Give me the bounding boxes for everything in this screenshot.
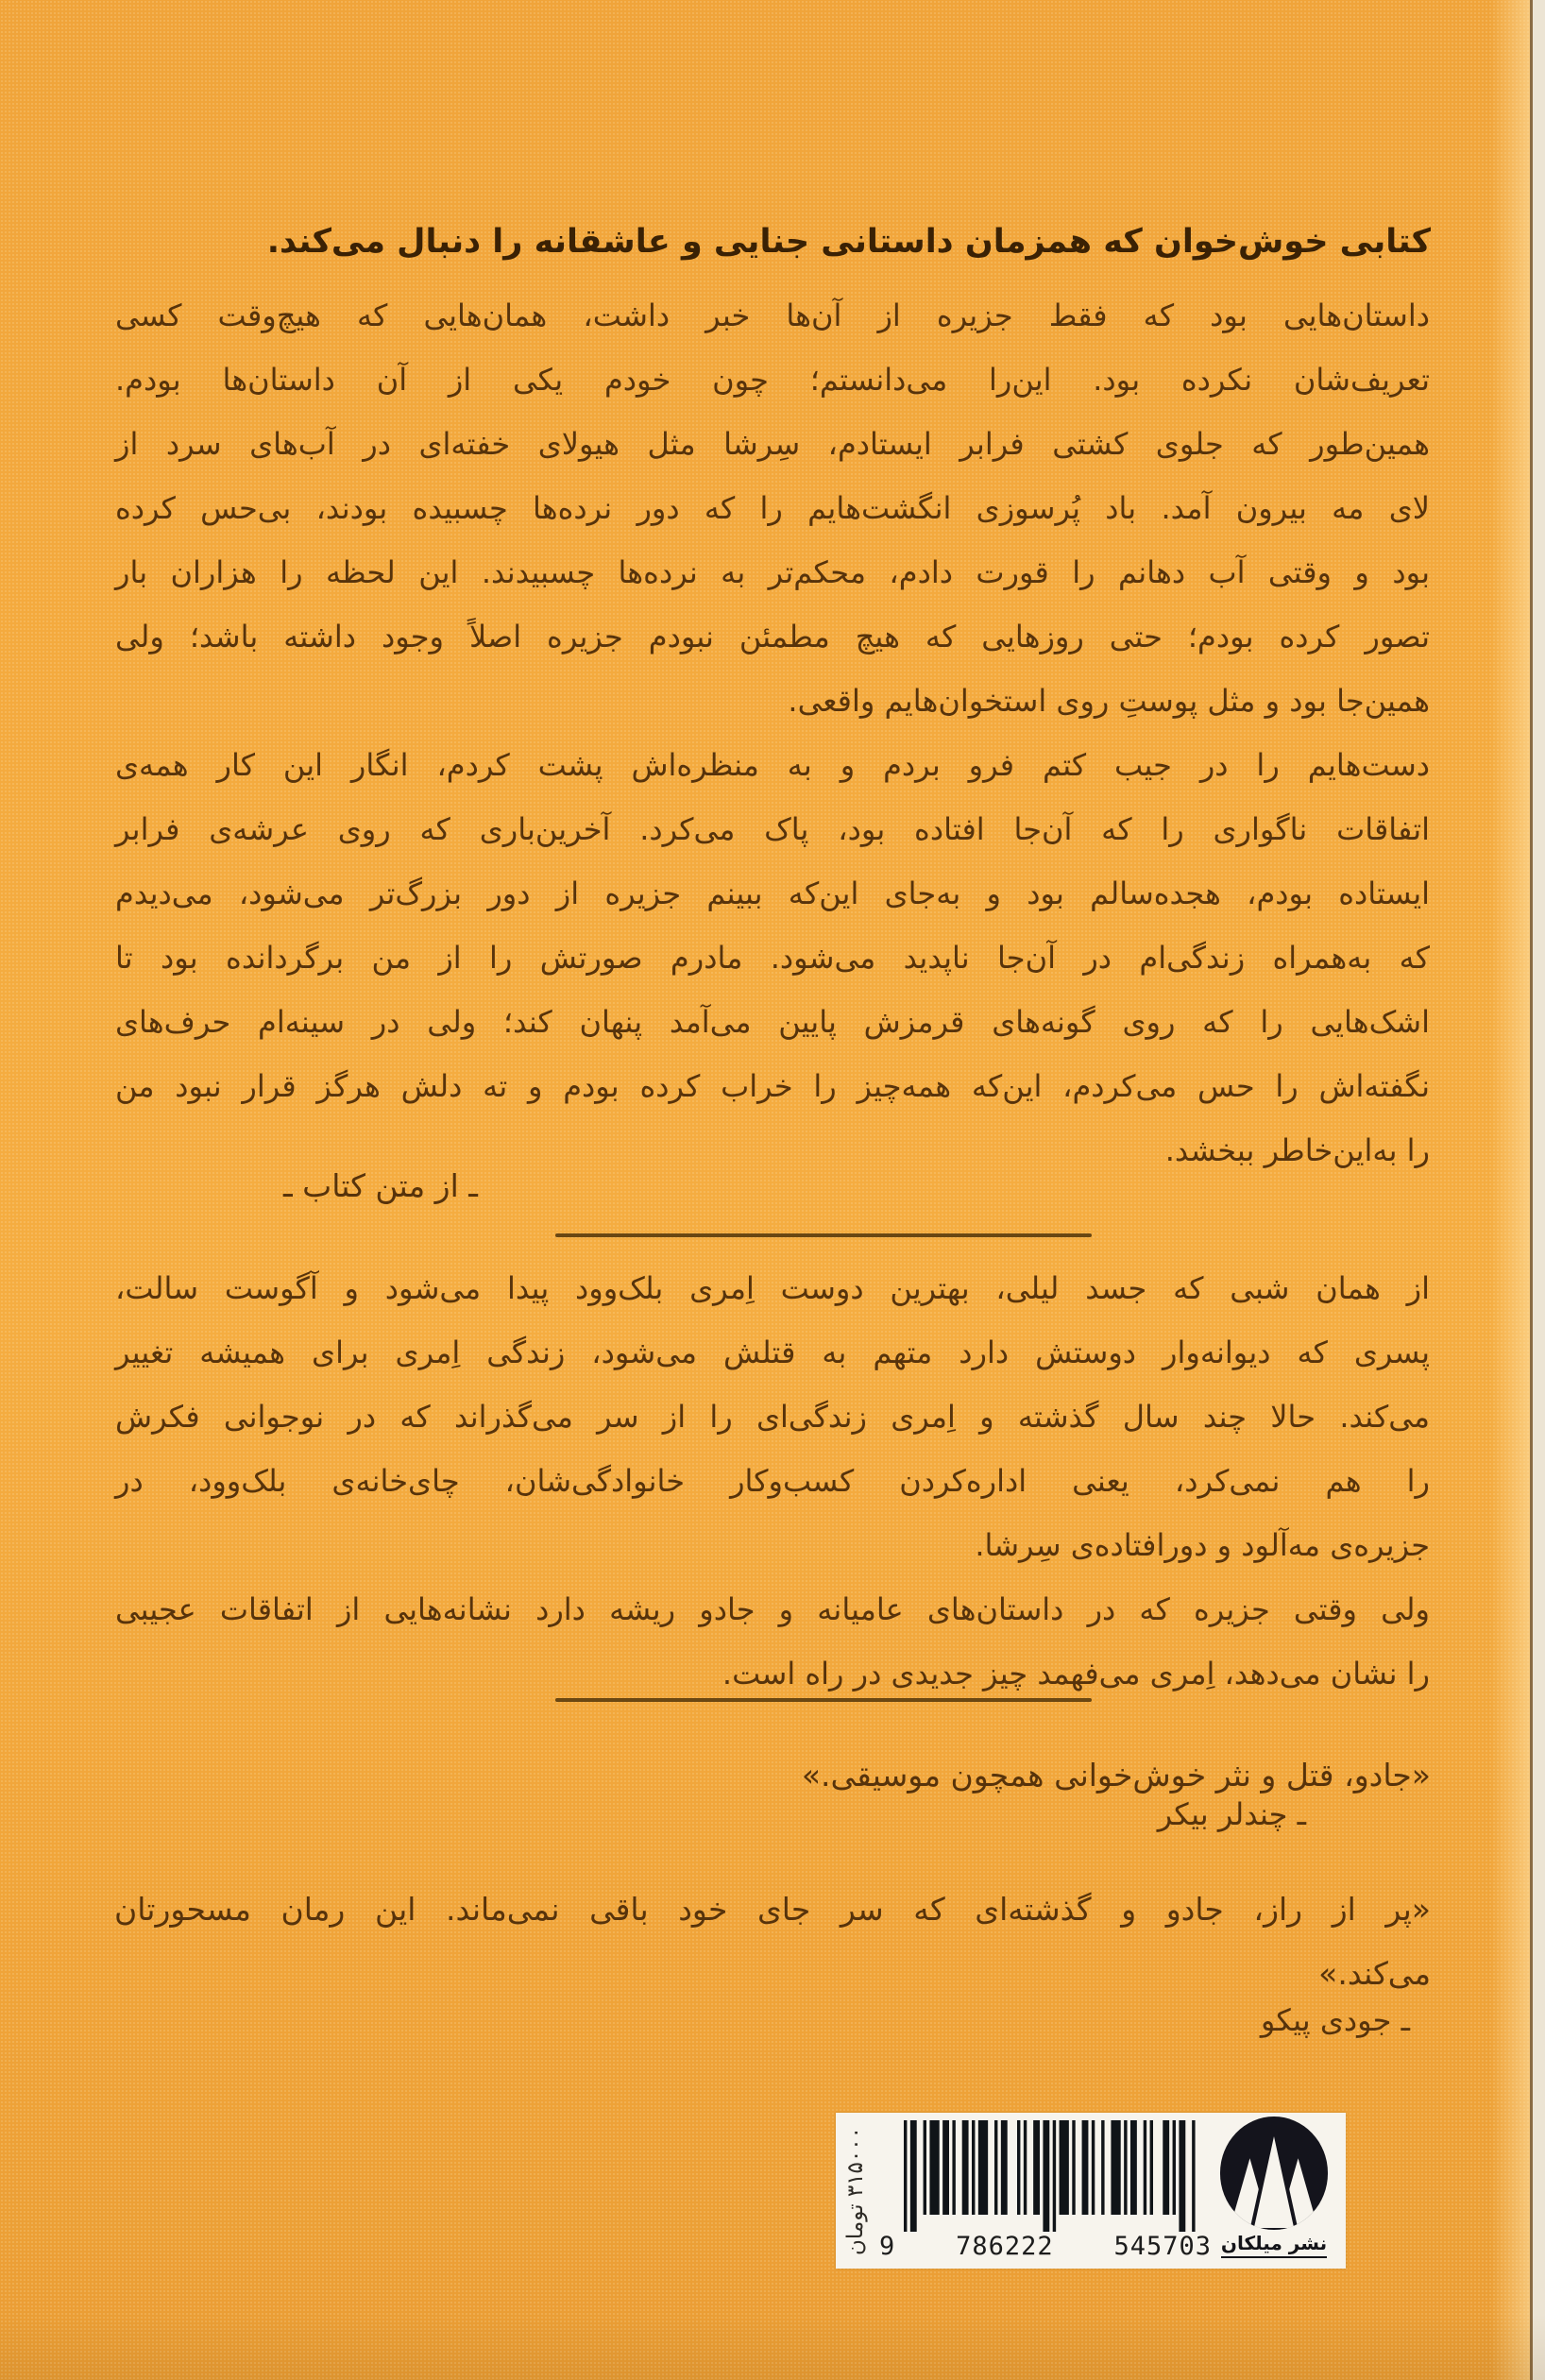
text-line: داستان‌هایی بود که فقط جزیره از آن‌ها خبر داشت، همان‌هایی که هیچ‌وقت کسی — [115, 298, 1430, 333]
isbn-first-digit: 9 — [879, 2232, 896, 2261]
tagline: کتابی خوش‌خوان که همزمان داستانی جنایی و عاشقانه را دنبال می‌کند. — [266, 223, 1431, 261]
text-line: نگفته‌اش را حس می‌کردم، این‌که همه‌چیز را خراب کرده بودم و ته دلش هرگز قرار نبود من — [115, 1068, 1430, 1104]
excerpt-source-label: ـ از متن کتاب ـ — [283, 1167, 478, 1204]
publisher-name: نشر میلکان — [1221, 2232, 1327, 2258]
bottom-shadow — [0, 2314, 1545, 2380]
text-line: از همان شبی که جسد لیلی، بهترین دوست اِمری بلک‌وود پیدا می‌شود و آگوست سالت، — [115, 1270, 1430, 1306]
review-quote-1 — [114, 1747, 1431, 1804]
synopsis-paragraphs — [115, 1256, 1430, 1706]
review-quote-line: «جادو، قتل و نثر خوش‌خوانی همچون موسیقی.» — [801, 1757, 1431, 1794]
review-quote-2 — [114, 1878, 1431, 2006]
barcode-label — [836, 2113, 1346, 2269]
review-quote-line: می‌کند.» — [1318, 1955, 1431, 1992]
section-divider-2 — [555, 1698, 1092, 1702]
excerpt-paragraphs — [115, 283, 1430, 1182]
text-line: دست‌هایم را در جیب کتم فرو بردم و به منظره‌اش پشت کردم، انگار این کار همه‌ی — [115, 747, 1430, 783]
text-line: ایستاده بودم، هجده‌سالم بود و به‌جای این‌که ببینم جزیره از دور بزرگ‌تر می‌شود، می‌دیدم — [115, 876, 1430, 911]
text-line: را هم نمی‌کرد، یعنی اداره‌کردن کسب‌وکار خانوادگی‌شان، چای‌خانه‌ی بلک‌وود، در — [115, 1463, 1430, 1499]
text-line: تصور کرده بودم؛ حتی روزهایی که هیچ مطمئن نبودم جزیره اصلاً وجود داشته باشد؛ ولی — [115, 619, 1430, 654]
text-line: تعریف‌شان نکرده بود. این‌را می‌دانستم؛ چون خودم یکی از آن داستان‌ها بودم. — [115, 362, 1430, 398]
text-line: همین‌جا بود و مثل پوستِ روی استخوان‌هایم واقعی. — [788, 683, 1430, 719]
review-quote-line: «پر از راز، جادو و گذشته‌ای که سر جای خود باقی نمی‌ماند. این رمان مسحورتان — [114, 1891, 1431, 1928]
text-line: همین‌طور که جلوی کشتی فرابر ایستادم، سِرشا مثل هیولای خفته‌ای در آب‌های سرد از — [115, 426, 1430, 462]
text-line: اشک‌هایی را که روی گونه‌های قرمزش پایین می‌آمد پنهان کند؛ ولی در سینه‌ام حرف‌های — [115, 1004, 1430, 1040]
text-line: که به‌همراه زندگی‌ام در آن‌جا ناپدید می‌شود. مادرم صورتش را از من برگردانده بود تا — [115, 940, 1430, 976]
text-line: می‌کند. حالا چند سال گذشته و اِمری زندگی‌ای را از سر می‌گذراند که در نوجوانی فکرش — [115, 1399, 1430, 1435]
milkan-mountains-icon — [1218, 2116, 1330, 2231]
isbn-group-2: 545703 — [1113, 2232, 1212, 2261]
scan-edge-highlight — [1490, 0, 1530, 2380]
price-label: ۳۱۵۰۰۰ تومان — [843, 2127, 868, 2255]
isbn-group-1: 786222 — [956, 2232, 1054, 2261]
review-attribution-2: ـ جودی پیکو — [1260, 2002, 1410, 2038]
scan-edge-paper — [1533, 0, 1545, 2380]
text-line: لای مه بیرون آمد. باد پُرسوزی انگشت‌هایم را که دور نرده‌ها چسبیده بودند، بی‌حس کرده — [115, 490, 1430, 526]
text-line: را به‌این‌خاطر ببخشد. — [1164, 1132, 1430, 1168]
section-divider-1 — [555, 1233, 1092, 1237]
publisher-logo — [1212, 2116, 1336, 2258]
text-line: ولی وقتی جزیره که در داستان‌های عامیانه و جادو ریشه دارد نشانه‌هایی از اتفاقات عجیبی — [115, 1591, 1430, 1627]
text-line: جزیره‌ی مه‌آلود و دورافتاده‌ی سِرشا. — [975, 1527, 1430, 1563]
text-line: را نشان می‌دهد، اِمری می‌فهمد چیز جدیدی در راه است. — [722, 1656, 1430, 1692]
text-line: اتفاقات ناگواری را که آن‌جا افتاده بود، پاک می‌کرد. آخرین‌باری که روی عرشه‌ی فرابر — [115, 811, 1430, 847]
text-line: پسری که دیوانه‌وار دوستش دارد متهم به قتلش می‌شود، زندگی اِمری برای همیشه تغییر — [115, 1334, 1430, 1370]
ean-barcode-icon — [904, 2120, 1198, 2237]
barcode-digits — [879, 2232, 1212, 2261]
text-line: بود و وقتی آب دهانم را قورت دادم، محکم‌تر به نرده‌ها چسبیدند. این لحظه را هزاران بار — [115, 554, 1430, 590]
review-attribution-1: ـ چندلر بیکر — [1157, 1796, 1306, 1832]
